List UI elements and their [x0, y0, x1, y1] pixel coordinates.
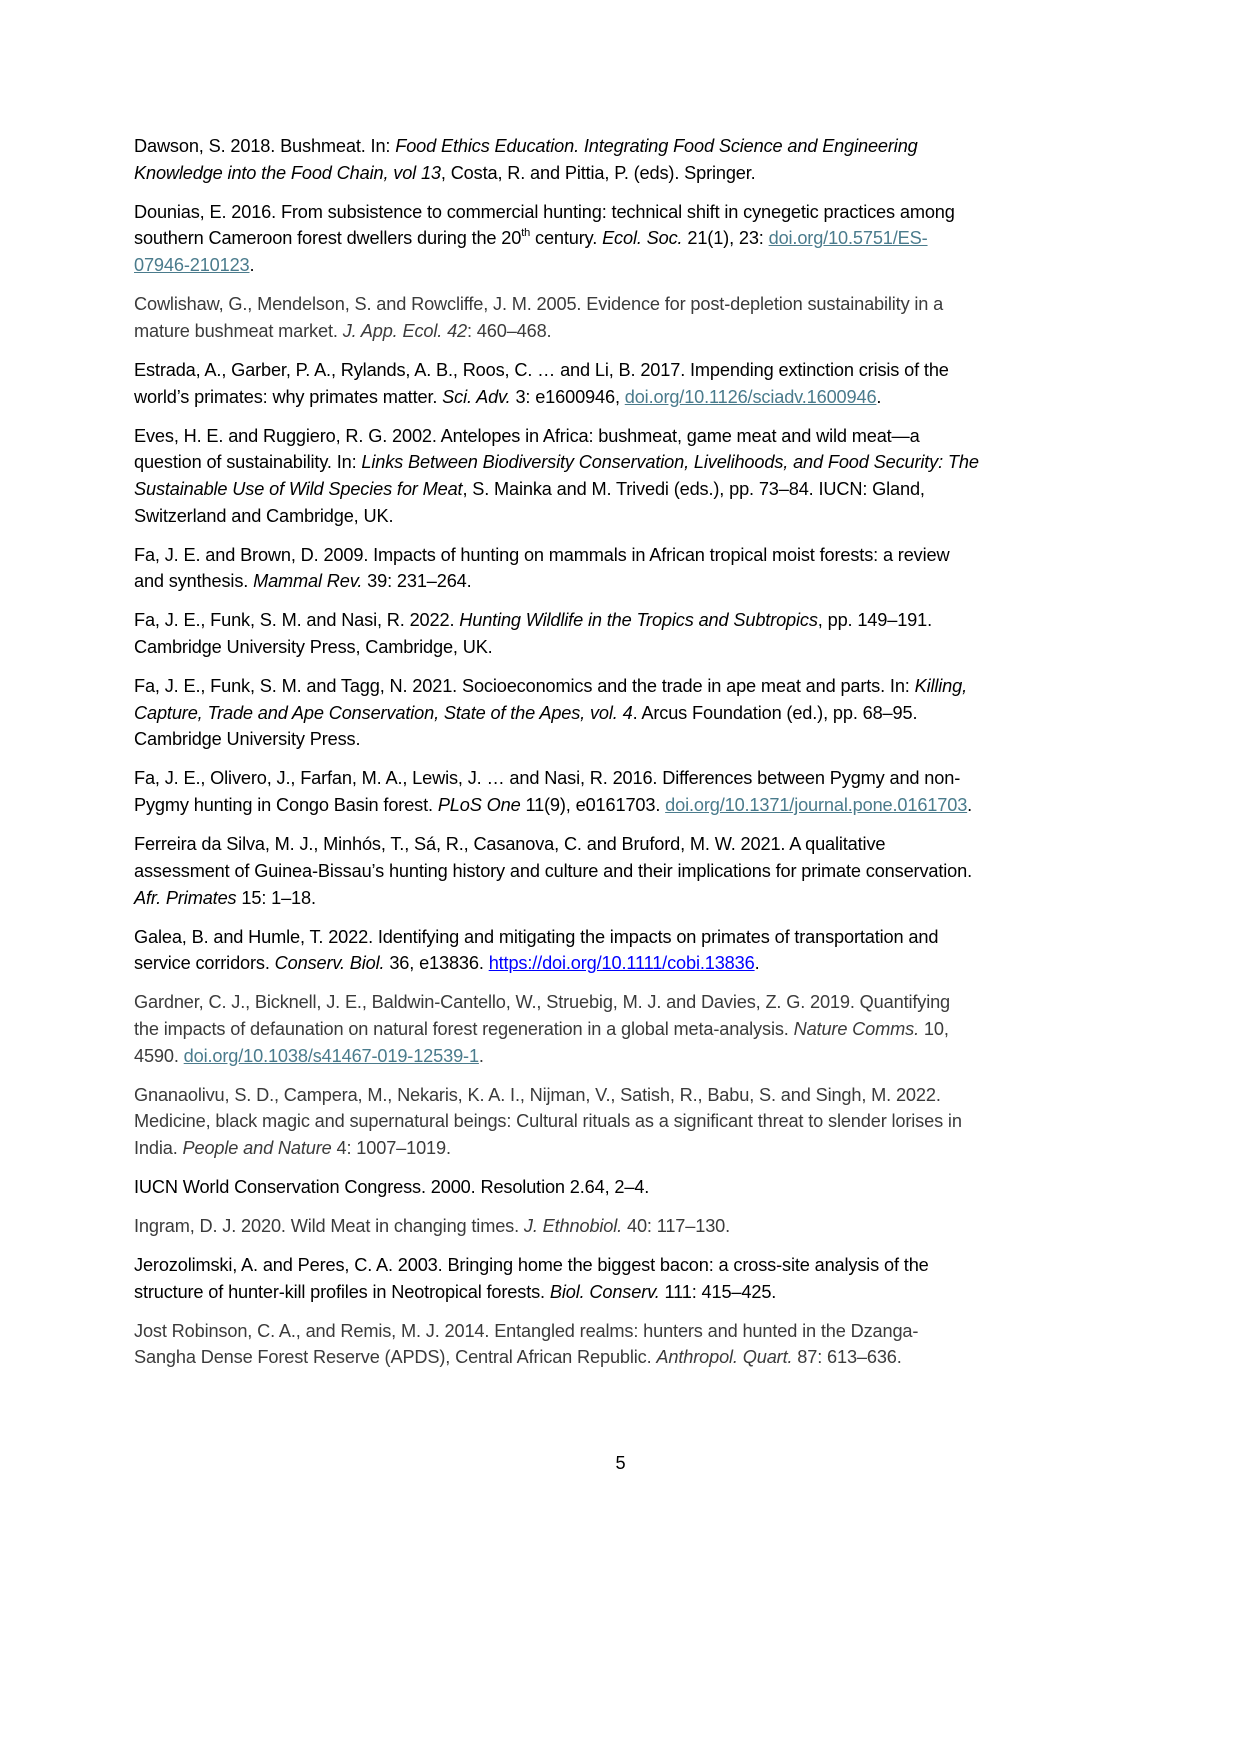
book-title: Links Between Biodiversity Conservation, Livelihoods, and Food Security: The Sustainable Use of Wild Species for Meat — [134, 452, 979, 499]
doi-hyperlink[interactable]: https://doi.org/10.1111/cobi.13836 — [488, 953, 755, 974]
journal-name: Biol. Conserv. — [549, 1281, 660, 1302]
book-title: Killing, Capture, Trade and Ape Conservation, State of the Apes, vol. 4 — [134, 676, 967, 723]
doi-link[interactable]: doi.org/10.1038/s41467-019-12539-1 — [183, 1045, 479, 1066]
reference-jost-robinson-2014: Jost Robinson, C. A., and Remis, M. J. 2014. Entangled realms: hunters and hunted in the Dzanga-Sangha Dense Forest Reserve (APDS), Central African Republic. Anthropol. Quart. 87: 613–636. — [134, 1320, 919, 1368]
journal-name: Conserv. Biol. — [274, 953, 385, 974]
reference-galea-2022: Galea, B. and Humle, T. 2022. Identifying and mitigating the impacts on primates of transportation and service corridors. Conserv. Biol. 36, e13836. https://doi.org/10.1111/cobi.13836. — [134, 926, 939, 974]
journal-name: People and Nature — [182, 1138, 332, 1159]
journal-name: J. Ethnobiol. — [523, 1216, 623, 1237]
reference-dounias-2016: Dounias, E. 2016. From subsistence to commercial hunting: technical shift in cynegetic practices among southern Cameroon forest dwellers during the 20th century. Ecol. Soc. 21(1), 23: doi.org/10.5751/ES-07946-210123. — [134, 201, 955, 276]
reference-cowlishaw-2005: Cowlishaw, G., Mendelson, S. and Rowcliffe, J. M. 2005. Evidence for post-depletion sustainability in a mature bushmeat market. J. App. Ecol. 42: 460–468. — [134, 294, 944, 341]
doi-link[interactable]: doi.org/10.1371/journal.pone.0161703 — [665, 795, 968, 816]
reference-gnanaolivu-2022: Gnanaolivu, S. D., Campera, M., Nekaris, K. A. I., Nijman, V., Satish, R., Babu, S. and Singh, M. 2022. Medicine, black magic and supernatural beings: Cultural rituals as a significant threat to slender lorises in India. People and Nature 4: 1007–1019. — [134, 1084, 962, 1159]
reference-eves-2002: Eves, H. E. and Ruggiero, R. G. 2002. Antelopes in Africa: bushmeat, game meat and wild meat—a question of sustainability. In: Links Between Biodiversity Conservation, Livelihoods, and Food Security: The Sustainable Use of Wild Species for Meat, S. Mainka and M. Trivedi (eds.), pp. 73–84. IUCN: Gland, Switzerland and Cambridge, UK. — [134, 425, 979, 526]
journal-name: J. App. Ecol. 42 — [342, 320, 467, 341]
doi-link[interactable]: doi.org/10.5751/ES-07946-210123 — [134, 228, 928, 276]
reference-gardner-2019: Gardner, C. J., Bicknell, J. E., Baldwin-Cantello, W., Struebig, M. J. and Davies, Z. G. 2019. Quantifying the impacts of defaunation on natural forest regeneration in a global meta-analysis. Nature Comms. 10, 4590. doi.org/10.1038/s41467-019-12539-1. — [134, 992, 951, 1066]
reference-ingram-2020: Ingram, D. J. 2020. Wild Meat in changing times. J. Ethnobiol. 40: 117–130. — [134, 1216, 731, 1237]
reference-fa-funk-tagg-2021: Fa, J. E., Funk, S. M. and Tagg, N. 2021. Socioeconomics and the trade in ape meat and parts. In: Killing, Capture, Trade and Ape Conservation, State of the Apes, vol. 4. Arcus Foundation (ed.), pp. 68–95. Cambridge University Press. — [134, 676, 967, 750]
superscript: th — [521, 227, 531, 240]
journal-name: Mammal Rev. — [253, 571, 363, 592]
journal-name: Sci. Adv. — [442, 386, 511, 407]
book-title: Hunting Wildlife in the Tropics and Subtropics — [459, 610, 818, 631]
journal-name: Nature Comms. — [793, 1018, 919, 1039]
reference-estrada-2017: Estrada, A., Garber, P. A., Rylands, A. B., Roos, C. … and Li, B. 2017. Impending extinction crisis of the world’s primates: why primates matter. Sci. Adv. 3: e1600946, doi.org/10.1126/sciadv.1600946. — [134, 359, 949, 407]
reference-fa-brown-2009: Fa, J. E. and Brown, D. 2009. Impacts of hunting on mammals in African tropical moist forests: a review and synthesis. Mammal Rev. 39: 231–264. — [134, 544, 950, 592]
journal-name: Anthropol. Quart. — [656, 1347, 793, 1368]
reference-list — [134, 133, 979, 1383]
reference-fa-olivero-2016: Fa, J. E., Olivero, J., Farfan, M. A., Lewis, J. … and Nasi, R. 2016. Differences between Pygmy and non-Pygmy hunting in Congo Basin forest. PLoS One 11(9), e0161703. doi.org/10.1371/journal.pone.0161703. — [134, 768, 973, 816]
book-title: Food Ethics Education. Integrating Food Science and Engineering Knowledge into the Food Chain, vol 13 — [134, 136, 918, 183]
reference-jerozolimski-2003: Jerozolimski, A. and Peres, C. A. 2003. Bringing home the biggest bacon: a cross-site analysis of the structure of hunter-kill profiles in Neotropical forests. Biol. Conserv. 111: 415–425. — [134, 1255, 929, 1302]
journal-name: Ecol. Soc. — [602, 228, 683, 249]
journal-name: PLoS One — [437, 795, 521, 816]
reference-fa-funk-nasi-2022: Fa, J. E., Funk, S. M. and Nasi, R. 2022. Hunting Wildlife in the Tropics and Subtropics, pp. 149–191. Cambridge University Press, Cambridge, UK. — [134, 610, 932, 658]
doi-link[interactable]: doi.org/10.1126/sciadv.1600946 — [624, 386, 877, 407]
reference-dawson-2018: Dawson, S. 2018. Bushmeat. In: Food Ethics Education. Integrating Food Science and Engineering Knowledge into the Food Chain, vol 13, Costa, R. and Pittia, P. (eds). Springer. — [134, 136, 918, 183]
reference-iucn-2000: IUCN World Conservation Congress. 2000. Resolution 2.64, 2–4. — [134, 1177, 650, 1198]
page-number: 5 — [615, 1453, 626, 1473]
reference-ferreira-da-silva-2021: Ferreira da Silva, M. J., Minhós, T., Sá, R., Casanova, C. and Bruford, M. W. 2021. A qualitative assessment of Guinea-Bissau’s hunting history and culture and their implications for primate conservation. Afr. Primates 15: 1–18. — [134, 834, 972, 908]
journal-name: Afr. Primates — [134, 887, 237, 908]
